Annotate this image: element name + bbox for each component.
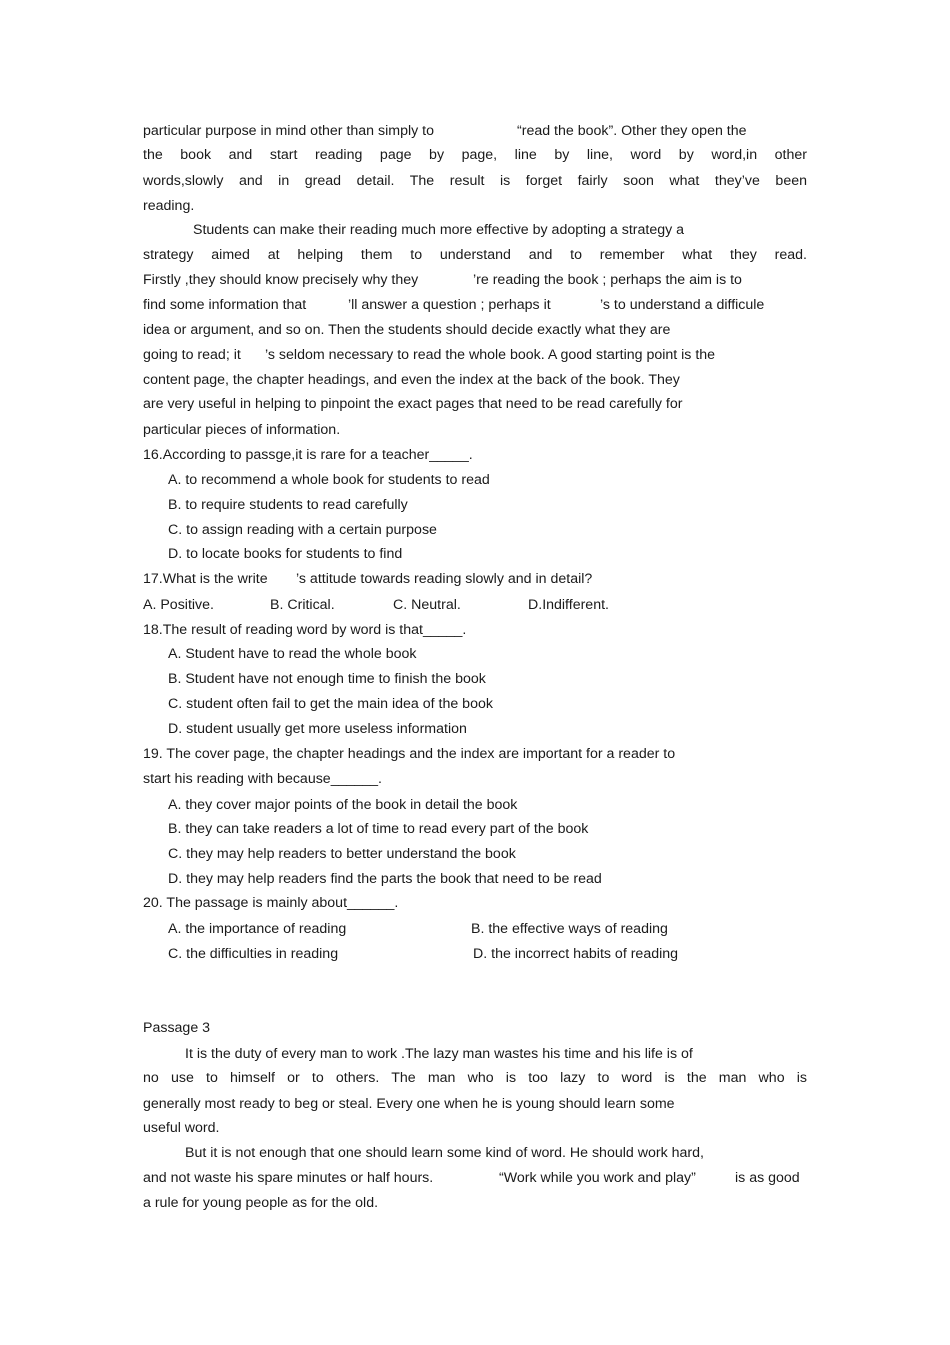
q18-option-c: C. student often fail to get the main idea of the book (168, 696, 493, 712)
q19-stem-line-1: 19. The cover page, the chapter headings and the index are important for a reader to (143, 746, 676, 762)
q17-option-b: B. Critical. (270, 597, 335, 613)
q17-option-c: C. Neutral. (393, 597, 461, 613)
q20-option-c: C. the difficulties in reading (168, 946, 339, 962)
passage3-line-2: no use to himself or to others. The man who is too lazy to word is the man who is (143, 1070, 807, 1086)
passage2-line-8a: find some information that (143, 297, 307, 313)
passage3-line-6c: is as good (735, 1170, 800, 1186)
q19-option-b: B. they can take readers a lot of time to read every part of the book (168, 821, 589, 837)
passage2-line-10b: ’s seldom necessary to read the whole book. A good starting point is the (265, 347, 716, 363)
passage2-line-10a: going to read; it (143, 347, 241, 363)
q16-option-d: D. to locate books for students to find (168, 546, 403, 562)
passage2-line-4: reading. (143, 198, 195, 214)
passage3-line-6b: “Work while you work and play” (499, 1170, 696, 1186)
passage2-line-7 (143, 269, 807, 291)
q18-option-a: A. Student have to read the whole book (168, 646, 417, 662)
q20-option-b: B. the effective ways of reading (471, 921, 668, 937)
q16-option-a: A. to recommend a whole book for students to read (168, 472, 490, 488)
q20-stem: 20. The passage is mainly about______. (143, 895, 399, 911)
passage2-line-1a: particular purpose in mind other than simply to (143, 123, 434, 139)
q17-stem (143, 568, 807, 590)
passage2-line-13: particular pieces of information. (143, 422, 341, 438)
passage2-line-7b: ’re reading the book ; perhaps the aim is to (473, 272, 742, 288)
q17-option-a: A. Positive. (143, 597, 214, 613)
passage3-line-6a: and not waste his spare minutes or half hours. (143, 1170, 434, 1186)
passage3-line-4: useful word. (143, 1120, 220, 1136)
q19-option-c: C. they may help readers to better understand the book (168, 846, 516, 862)
passage3-line-1: It is the duty of every man to work .The lazy man wastes his time and his life is of (185, 1046, 693, 1062)
q17-stem-a: 17.What is the write (143, 571, 268, 587)
passage2-line-8c: ’s to understand a difficule (600, 297, 765, 313)
passage2-line-3: words,slowly and in gread detail. The result is forget fairly soon what they’ve been (143, 173, 807, 189)
passage3-line-3: generally most ready to beg or steal. Every one when he is young should learn some (143, 1096, 675, 1112)
passage3-line-5: But it is not enough that one should learn some kind of word. He should work hard, (185, 1145, 704, 1161)
passage2-line-9: idea or argument, and so on. Then the students should decide exactly what they are (143, 322, 671, 338)
q20-option-a: A. the importance of reading (168, 921, 347, 937)
passage2-line-10 (143, 344, 807, 366)
q19-stem-line-2: start his reading with because______. (143, 771, 382, 787)
passage2-line-5: Students can make their reading much more effective by adopting a strategy a (193, 222, 685, 238)
q17-option-d: D.Indifferent. (528, 597, 609, 613)
q16-option-c: C. to assign reading with a certain purpose (168, 522, 437, 538)
q16-option-b: B. to require students to read carefully (168, 497, 408, 513)
q19-option-a: A. they cover major points of the book in detail the book (168, 797, 518, 813)
q18-option-d: D. student usually get more useless information (168, 721, 467, 737)
passage3-line-7: a rule for young people as for the old. (143, 1195, 379, 1211)
q19-option-d: D. they may help readers find the parts the book that need to be read (168, 871, 602, 887)
q17-stem-b: ’s attitude towards reading slowly and in detail? (296, 571, 593, 587)
passage2-line-2: the book and start reading page by page, line by line, word by word,in other (143, 147, 807, 163)
passage2-line-1 (143, 120, 807, 142)
q20-option-d: D. the incorrect habits of reading (473, 946, 679, 962)
passage2-line-12: are very useful in helping to pinpoint the exact pages that need to be read carefully for (143, 396, 683, 412)
q18-option-b: B. Student have not enough time to finish the book (168, 671, 486, 687)
passage3-line-6 (143, 1167, 807, 1189)
passage2-line-8 (143, 294, 807, 316)
passage2-line-6: strategy aimed at helping them to understand and to remember what they read. (143, 247, 807, 263)
q17-options (143, 594, 807, 616)
q16-stem: 16.According to passge,it is rare for a teacher_____. (143, 447, 473, 463)
passage2-line-11: content page, the chapter headings, and even the index at the back of the book. They (143, 372, 680, 388)
q18-stem: 18.The result of reading word by word is that_____. (143, 622, 467, 638)
passage2-line-8b: ’ll answer a question ; perhaps it (348, 297, 551, 313)
passage2-line-1b: “read the book”. Other they open the (517, 123, 747, 139)
passage2-line-7a: Firstly ,they should know precisely why they (143, 272, 419, 288)
passage3-title: Passage 3 (143, 1020, 211, 1036)
